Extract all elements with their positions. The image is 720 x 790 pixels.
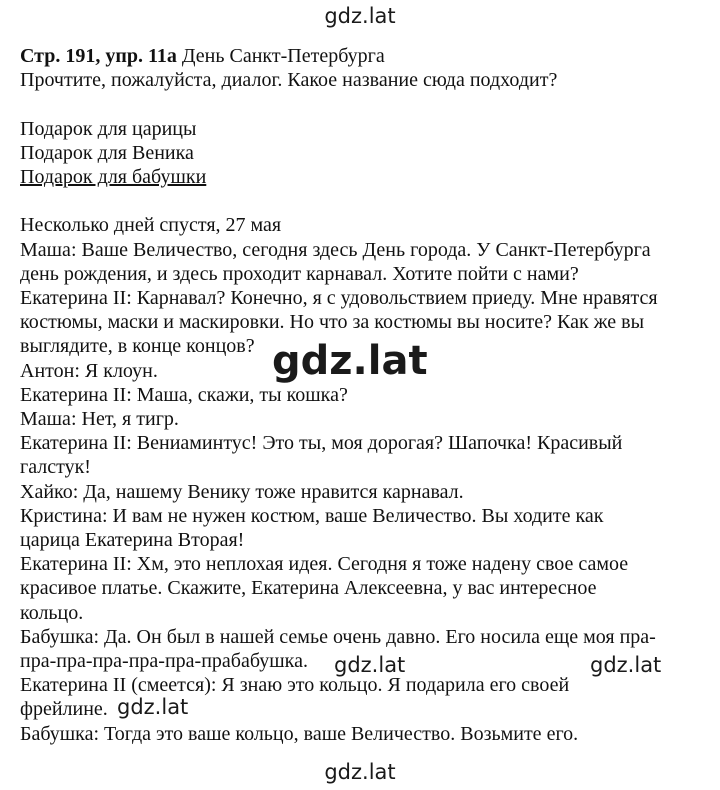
dialog-line: фрейлине. bbox=[20, 698, 108, 721]
dialog-line: Маша: Нет, я тигр. bbox=[20, 408, 179, 431]
dialog-line: пра-пра-пра-пра-пра-прабабушка. bbox=[20, 650, 308, 673]
dialog-line: красивое платье. Скажите, Екатерина Алексеевна, у вас интересное bbox=[20, 577, 597, 600]
dialog-line: Бабушка: Тогда это ваше кольцо, ваше Величество. Возьмите его. bbox=[20, 722, 579, 745]
exercise-title: День Санкт-Петербурга bbox=[181, 45, 385, 67]
dialog-line: Екатерина II (смеется): Я знаю это кольцо. Я подарила его своей bbox=[20, 674, 570, 697]
watermark-center: gdz.lat bbox=[272, 338, 428, 384]
dialog-line: галстук! bbox=[20, 456, 91, 479]
dialog-line: Бабушка: Да. Он был в нашей семье очень давно. Его носила еще моя пра- bbox=[20, 625, 656, 648]
dialog-line: Екатерина II: Хм, это неплохая идея. Сегодня я тоже надену свое самое bbox=[20, 553, 629, 576]
title-option: Подарок для Веника bbox=[20, 141, 194, 164]
watermark-mid-2: gdz.lat bbox=[590, 653, 662, 677]
dialog-line: Хайко: Да, нашему Венику тоже нравится карнавал. bbox=[20, 480, 464, 503]
exercise-reference: Стр. 191, упр. 11а bbox=[20, 45, 177, 67]
dialog-line: костюмы, маски и маскировки. Но что за костюмы вы носите? Как же вы bbox=[20, 311, 645, 334]
dialog-line: день рождения, и здесь проходит карнавал. Хотите пойти с нами? bbox=[20, 262, 579, 285]
title-option-selected: Подарок для бабушки bbox=[20, 166, 207, 188]
dialog-line: Антон: Я клоун. bbox=[20, 359, 158, 382]
watermark-bottom: gdz.lat bbox=[324, 760, 396, 784]
dialog-line: выглядите, в конце концов? bbox=[20, 335, 255, 358]
watermark-top: gdz.lat bbox=[324, 4, 396, 28]
title-option: Подарок для царицы bbox=[20, 117, 197, 140]
watermark-left: gdz.lat bbox=[117, 695, 189, 719]
task-instruction: Прочтите, пожалуйста, диалог. Какое название сюда подходит? bbox=[20, 69, 558, 92]
dialog-line: кольцо. bbox=[20, 601, 84, 624]
dialog-line: Кристина: И вам не нужен костюм, ваше Величество. Вы ходите как bbox=[20, 504, 604, 527]
spacer bbox=[20, 189, 710, 213]
dialog-line: Екатерина II: Карнавал? Конечно, я с удовольствием приеду. Мне нравятся bbox=[20, 287, 658, 309]
date-line: Несколько дней спустя, 27 мая bbox=[20, 214, 282, 237]
document-body bbox=[20, 44, 710, 746]
spacer bbox=[20, 92, 710, 116]
dialog-line: Екатерина II: Маша, скажи, ты кошка? bbox=[20, 383, 348, 406]
exercise-header bbox=[20, 44, 710, 68]
watermark-mid-1: gdz.lat bbox=[334, 653, 406, 677]
dialog-line: Маша: Ваше Величество, сегодня здесь День города. У Санкт-Петербурга bbox=[20, 238, 651, 261]
dialog-line: царица Екатерина Вторая! bbox=[20, 529, 245, 552]
dialog-line: Екатерина II: Вениаминтус! Это ты, моя дорогая? Шапочка! Красивый bbox=[20, 432, 623, 455]
